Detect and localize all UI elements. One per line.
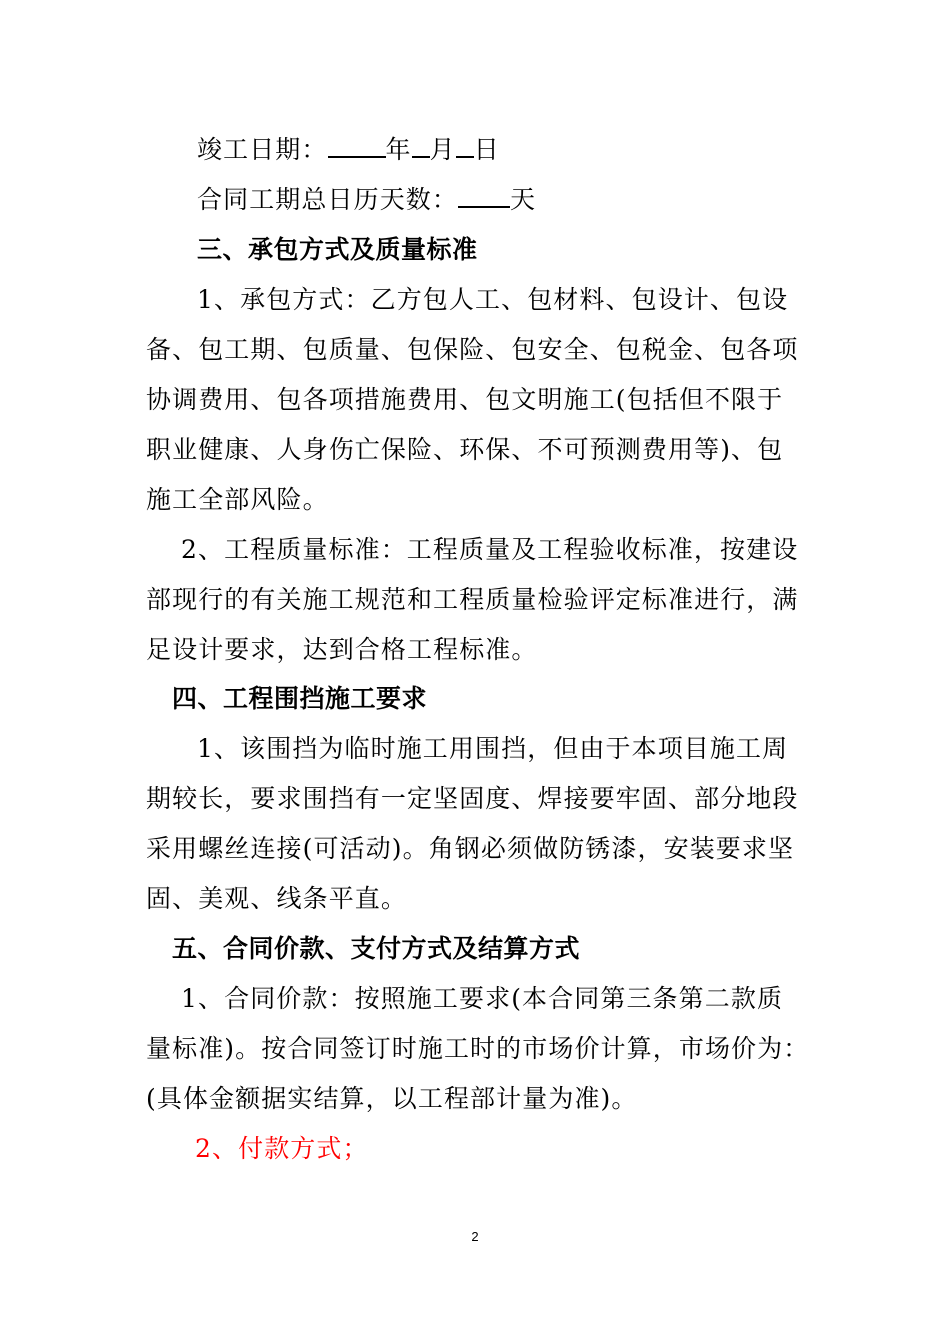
duration-unit: 天	[510, 185, 537, 214]
section4-heading: 四、工程围挡施工要求	[172, 684, 428, 713]
month-blank	[412, 134, 430, 158]
year-label: 年	[385, 135, 412, 164]
section3-p2-line-3: 足设计要求，达到合格工程标准。	[146, 635, 538, 664]
duration-blank	[458, 184, 510, 208]
section3-p1-line-4: 职业健康、人身伤亡保险、环保、不可预测费用等)、包	[146, 435, 784, 464]
day-label: 日	[473, 135, 500, 164]
section3-p1-line-1: 1、承包方式：乙方包人工、包材料、包设计、包设	[197, 285, 789, 314]
section5-heading: 五、合同价款、支付方式及结算方式	[172, 934, 581, 963]
section5-p2-payment-method: 2、付款方式；	[195, 1134, 369, 1163]
page-number: 2	[471, 1229, 479, 1244]
completion-date-label: 竣工日期：	[197, 135, 328, 164]
duration-label: 合同工期总日历天数：	[197, 185, 459, 214]
duration-line	[197, 184, 536, 216]
section3-p1-line-3: 协调费用、包各项措施费用、包文明施工(包括但不限于	[146, 385, 784, 414]
year-blank	[328, 134, 386, 158]
section3-heading: 三、承包方式及质量标准	[197, 235, 478, 264]
section4-p1-line-2: 期较长，要求围挡有一定坚固度、焊接要牢固、部分地段	[146, 784, 799, 813]
section4-p1-line-1: 1、该围挡为临时施工用围挡，但由于本项目施工周	[197, 734, 789, 763]
section4-p1-line-4: 固、美观、线条平直。	[146, 884, 408, 913]
section5-p1-line-3: (具体金额据实结算，以工程部计量为准)。	[146, 1084, 638, 1113]
month-label: 月	[429, 135, 456, 164]
completion-date-line	[197, 134, 500, 166]
section3-p2-line-1: 2、工程质量标准：工程质量及工程验收标准，按建设	[181, 535, 799, 564]
section3-p2-line-2: 部现行的有关施工规范和工程质量检验评定标准进行，满	[146, 585, 799, 614]
day-blank	[456, 134, 474, 158]
section3-p1-line-5: 施工全部风险。	[146, 485, 329, 514]
section3-p1-line-2: 备、包工期、包质量、包保险、包安全、包税金、包各项	[146, 335, 799, 364]
section5-p1-line-2: 量标准)。按合同签订时施工时的市场价计算，市场价为：	[146, 1034, 810, 1063]
section5-p1-line-1: 1、合同价款：按照施工要求(本合同第三条第二款质	[181, 984, 784, 1013]
section4-p1-line-3: 采用螺丝连接(可活动)。角钢必须做防锈漆，安装要求坚	[146, 834, 795, 863]
